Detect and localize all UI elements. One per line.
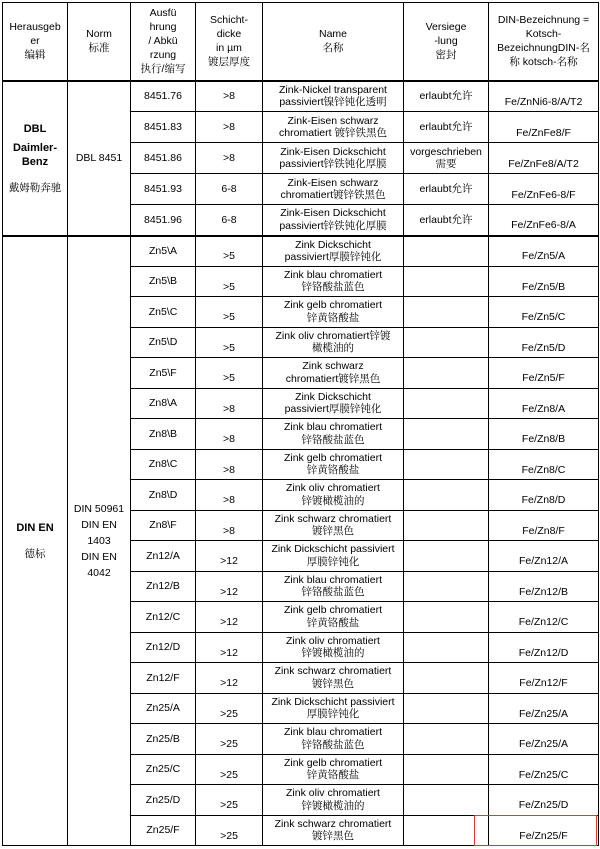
layer-thickness-cell: >8	[196, 449, 263, 480]
coating-name-cell: Zink-Eisen schwarz chromatiert镀锌铁黑色	[263, 174, 404, 205]
coating-name-cell: Zink Dickschicht passiviert 厚膜锌钝化	[263, 541, 404, 572]
sealing-cell	[404, 754, 489, 785]
coating-name-cell: Zink schwarz chromatiert 镀锌黑色	[263, 510, 404, 541]
header-sealing: Versiege -lung 密封	[404, 3, 489, 81]
norm-cell: DIN 50961 DIN EN 1403 DIN EN 4042	[68, 236, 131, 846]
layer-thickness-cell: >8	[196, 480, 263, 511]
execution-code-cell: Zn5\C	[131, 297, 196, 328]
coating-name-cell: Zink-Eisen Dickschicht passiviert锌铁钝化厚膜	[263, 205, 404, 236]
layer-thickness-cell: >12	[196, 571, 263, 602]
execution-code-cell: Zn25/B	[131, 724, 196, 755]
layer-thickness-cell: >8	[196, 81, 263, 112]
publisher-name: DBL	[23, 122, 47, 135]
table-body	[3, 81, 599, 846]
execution-code-cell: Zn12/C	[131, 602, 196, 633]
layer-thickness-cell: 6-8	[196, 205, 263, 236]
coating-name-cell: Zink Dickschicht passiviert 厚膜锌钝化	[263, 693, 404, 724]
sealing-cell: erlaubt允许	[404, 174, 489, 205]
layer-thickness-cell: >8	[196, 510, 263, 541]
publisher-cell	[3, 236, 68, 846]
din-designation-cell: Fe/Zn8/C	[489, 449, 599, 480]
sealing-cell	[404, 327, 489, 358]
din-designation-cell: Fe/Zn5/C	[489, 297, 599, 328]
publisher-name-cn: 戴姆勒奔驰	[8, 181, 62, 194]
coating-name-cell: Zink schwarz chromatiert 镀锌黑色	[263, 663, 404, 694]
execution-code-cell: 8451.96	[131, 205, 196, 236]
din-designation-cell: Fe/Zn12/D	[489, 632, 599, 663]
norm-cell: DBL 8451	[68, 81, 131, 236]
layer-thickness-cell: >25	[196, 785, 263, 816]
din-designation-cell: Fe/Zn8/B	[489, 419, 599, 450]
din-designation-cell: Fe/Zn5/D	[489, 327, 599, 358]
din-designation-cell: Fe/Zn8/F	[489, 510, 599, 541]
din-designation-cell: Fe/Zn25/A	[489, 693, 599, 724]
layer-thickness-cell: >25	[196, 724, 263, 755]
din-designation-cell: Fe/Zn5/B	[489, 266, 599, 297]
table-row	[3, 81, 599, 112]
coating-name-cell: Zink-Eisen Dickschicht passiviert锌铁钝化厚膜	[263, 143, 404, 174]
execution-code-cell: Zn5\B	[131, 266, 196, 297]
sealing-cell	[404, 815, 489, 846]
sealing-cell	[404, 541, 489, 572]
coating-name-cell: Zink oliv chromatiert 锌镀橄榄油的	[263, 480, 404, 511]
execution-code-cell: Zn5\D	[131, 327, 196, 358]
coating-name-cell: Zink gelb chromatiert 锌黄铬酸盐	[263, 297, 404, 328]
coating-name-cell: Zink gelb chromatiert 锌黄铬酸盐	[263, 754, 404, 785]
din-designation-cell: Fe/Zn8/A	[489, 388, 599, 419]
execution-code-cell: 8451.93	[131, 174, 196, 205]
sealing-cell	[404, 388, 489, 419]
din-designation-cell: Fe/Zn12/F	[489, 663, 599, 694]
layer-thickness-cell: 6-8	[196, 174, 263, 205]
sealing-cell	[404, 724, 489, 755]
din-designation-cell: Fe/ZnFe6-8/A	[489, 205, 599, 236]
din-designation-cell: Fe/Zn12/B	[489, 571, 599, 602]
layer-thickness-cell: >25	[196, 815, 263, 846]
layer-thickness-cell: >25	[196, 693, 263, 724]
din-designation-cell: Fe/Zn12/A	[489, 541, 599, 572]
din-designation-cell: Fe/Zn5/F	[489, 358, 599, 389]
sealing-cell	[404, 358, 489, 389]
din-designation-cell: Fe/Zn12/C	[489, 602, 599, 633]
execution-code-cell: 8451.76	[131, 81, 196, 112]
publisher-fullname: Daimler-Benz	[12, 141, 58, 168]
execution-code-cell: Zn8\B	[131, 419, 196, 450]
execution-code-cell: Zn12/F	[131, 663, 196, 694]
execution-code-cell: Zn25/D	[131, 785, 196, 816]
layer-thickness-cell: >12	[196, 541, 263, 572]
sealing-cell	[404, 663, 489, 694]
header-norm: Norm 标准	[68, 3, 131, 81]
header-execution: Ausfü hrung / Abkü rzung 执行/缩写	[131, 3, 196, 81]
coating-name-cell: Zink Dickschicht passiviert厚膜锌钝化	[263, 388, 404, 419]
layer-thickness-cell: >12	[196, 602, 263, 633]
execution-code-cell: Zn25/A	[131, 693, 196, 724]
layer-thickness-cell: >5	[196, 358, 263, 389]
publisher-name-cn: 德标	[24, 547, 46, 560]
execution-code-cell: Zn5\A	[131, 236, 196, 267]
publisher-cell	[3, 81, 68, 236]
coating-name-cell: Zink blau chromatiert 锌铬酸盐蓝色	[263, 571, 404, 602]
header-publisher: Herausgeb er 编辑	[3, 3, 68, 81]
header-row	[3, 3, 599, 81]
layer-thickness-cell: >12	[196, 632, 263, 663]
layer-thickness-cell: >8	[196, 112, 263, 143]
coating-name-cell: Zink-Eisen schwarz chromatiert 镀锌铁黑色	[263, 112, 404, 143]
din-designation-cell: Fe/Zn25/D	[489, 785, 599, 816]
din-designation-cell: Fe/Zn25/F	[489, 815, 599, 846]
execution-code-cell: Zn5\F	[131, 358, 196, 389]
coating-name-cell: Zink blau chromatiert 锌铬酸盐蓝色	[263, 266, 404, 297]
sealing-cell: erlaubt允许	[404, 112, 489, 143]
execution-code-cell: Zn8\C	[131, 449, 196, 480]
coating-name-cell: Zink Dickschicht passiviert厚膜锌钝化	[263, 236, 404, 267]
sealing-cell	[404, 693, 489, 724]
layer-thickness-cell: >5	[196, 297, 263, 328]
din-designation-cell: Fe/Zn5/A	[489, 236, 599, 267]
layer-thickness-cell: >8	[196, 419, 263, 450]
table-row	[3, 236, 599, 267]
din-designation-cell: Fe/ZnFe8/F	[489, 112, 599, 143]
coating-name-cell: Zink blau chromatiert 锌铬酸盐蓝色	[263, 724, 404, 755]
execution-code-cell: 8451.86	[131, 143, 196, 174]
sealing-cell	[404, 480, 489, 511]
coating-name-cell: Zink gelb chromatiert 锌黄铬酸盐	[263, 449, 404, 480]
layer-thickness-cell: >8	[196, 143, 263, 174]
coating-name-cell: Zink schwarz chromatiert 镀锌黑色	[263, 815, 404, 846]
execution-code-cell: Zn25/C	[131, 754, 196, 785]
publisher-name: DIN EN	[16, 521, 54, 534]
coating-name-cell: Zink oliv chromatiert 锌镀橄榄油的	[263, 632, 404, 663]
execution-code-cell: Zn25/F	[131, 815, 196, 846]
execution-code-cell: Zn12/D	[131, 632, 196, 663]
sealing-cell	[404, 449, 489, 480]
sealing-cell	[404, 571, 489, 602]
coating-name-cell: Zink oliv chromatiert 锌镀橄榄油的	[263, 785, 404, 816]
din-designation-cell: Fe/ZnFe8/A/T2	[489, 143, 599, 174]
sealing-cell	[404, 419, 489, 450]
coating-name-cell: Zink-Nickel transparent passiviert镍锌钝化透明	[263, 81, 404, 112]
header-din-designation: DIN-Bezeichnung = Kotsch- BezeichnungDIN-名 称 kotsch-名称	[489, 3, 599, 81]
din-designation-cell: Fe/Zn25/C	[489, 754, 599, 785]
din-designation-cell: Fe/Zn25/A	[489, 724, 599, 755]
layer-thickness-cell: >8	[196, 388, 263, 419]
sealing-cell: vorgeschrieben 需要	[404, 143, 489, 174]
sealing-cell	[404, 297, 489, 328]
header-name: Name 名称	[263, 3, 404, 81]
layer-thickness-cell: >12	[196, 663, 263, 694]
coating-name-cell: Zink schwarz chromatiert镀锌黑色	[263, 358, 404, 389]
din-designation-cell: Fe/Zn8/D	[489, 480, 599, 511]
layer-thickness-cell: >5	[196, 236, 263, 267]
coating-name-cell: Zink gelb chromatiert 锌黄铬酸盐	[263, 602, 404, 633]
execution-code-cell: Zn12/A	[131, 541, 196, 572]
sealing-cell: erlaubt允许	[404, 205, 489, 236]
header-layer-thickness: Schicht- dicke in µm 镀层厚度	[196, 3, 263, 81]
sealing-cell	[404, 632, 489, 663]
sealing-cell	[404, 510, 489, 541]
execution-code-cell: 8451.83	[131, 112, 196, 143]
execution-code-cell: Zn8\D	[131, 480, 196, 511]
din-designation-cell: Fe/ZnNi6-8/A/T2	[489, 81, 599, 112]
execution-code-cell: Zn8\F	[131, 510, 196, 541]
coating-spec-table	[2, 2, 599, 846]
execution-code-cell: Zn8\A	[131, 388, 196, 419]
coating-name-cell: Zink blau chromatiert 锌铬酸盐蓝色	[263, 419, 404, 450]
layer-thickness-cell: >5	[196, 327, 263, 358]
sealing-cell	[404, 785, 489, 816]
sealing-cell	[404, 602, 489, 633]
sealing-cell: erlaubt允许	[404, 81, 489, 112]
layer-thickness-cell: >25	[196, 754, 263, 785]
coating-name-cell: Zink oliv chromatiert锌镀 橄榄油的	[263, 327, 404, 358]
sealing-cell	[404, 236, 489, 267]
layer-thickness-cell: >5	[196, 266, 263, 297]
din-designation-cell: Fe/ZnFe6-8/F	[489, 174, 599, 205]
execution-code-cell: Zn12/B	[131, 571, 196, 602]
sealing-cell	[404, 266, 489, 297]
